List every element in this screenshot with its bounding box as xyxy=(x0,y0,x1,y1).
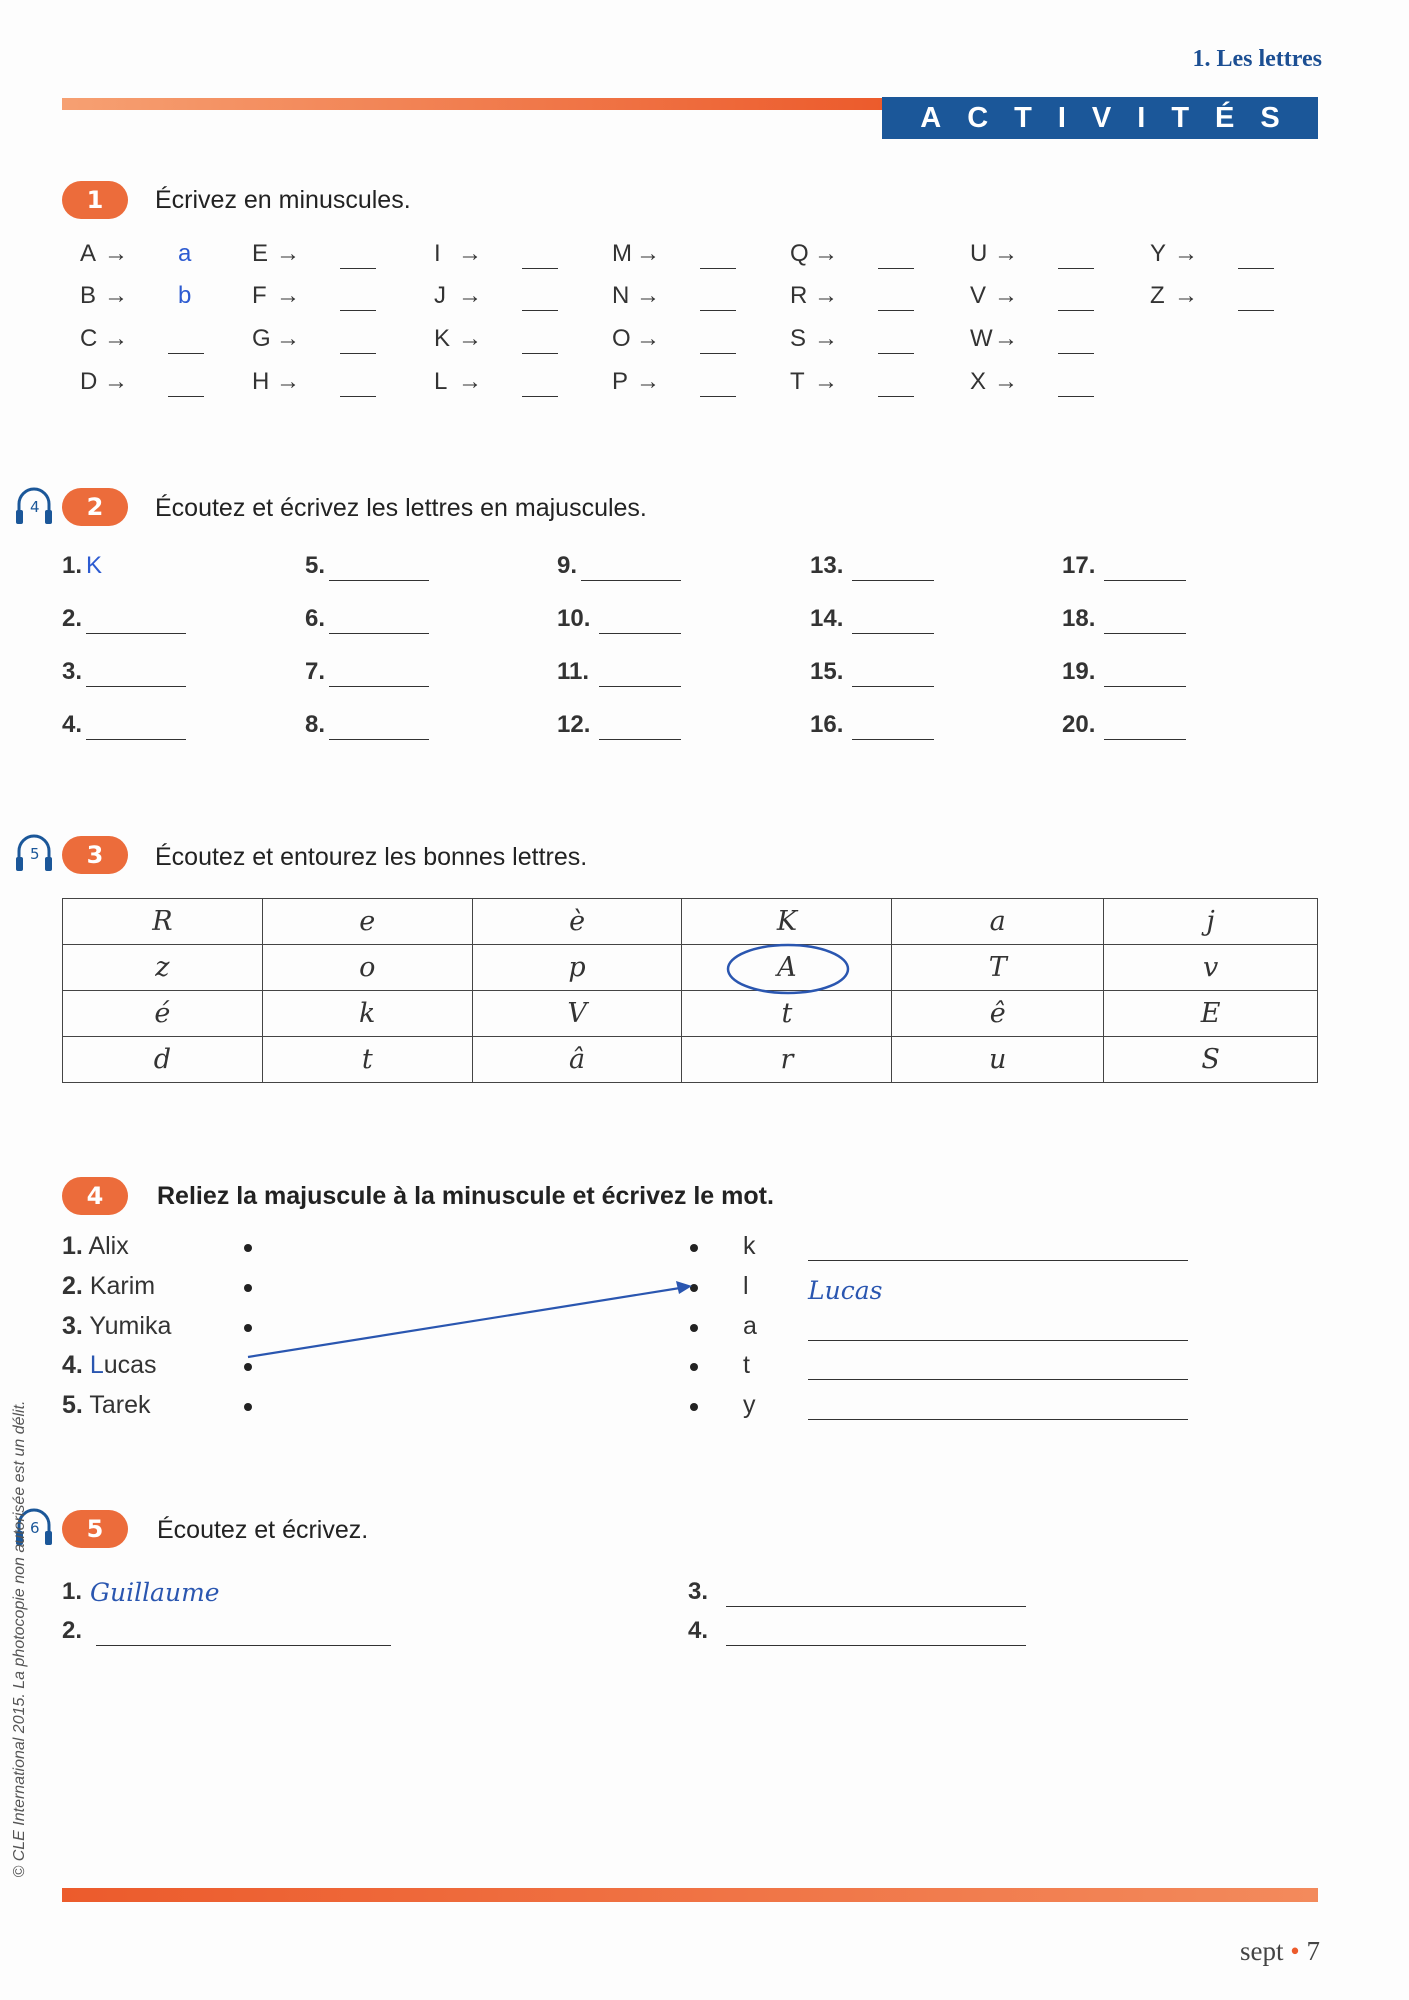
name-capital: L xyxy=(89,1351,104,1379)
word-blank xyxy=(808,1340,1188,1341)
grid-letter[interactable]: ê xyxy=(892,991,1104,1037)
uppercase-letter: Q xyxy=(790,240,809,267)
uppercase-letter: B xyxy=(80,282,97,309)
uppercase-letter: Z xyxy=(1150,282,1165,309)
arrow-icon: → xyxy=(814,240,838,267)
grid-letter[interactable]: v xyxy=(1104,945,1318,991)
answer-blank xyxy=(700,268,736,269)
grid-letter[interactable]: V xyxy=(472,991,682,1037)
uppercase-letter: O xyxy=(612,325,631,352)
example-answer: K xyxy=(86,552,103,579)
arrow-icon: → xyxy=(994,282,1018,309)
track-number: 4 xyxy=(30,498,40,516)
grid-letter[interactable]: r xyxy=(682,1037,892,1083)
arrow-icon: → xyxy=(814,282,838,309)
answer-blank xyxy=(522,396,558,397)
lowercase-letter: y xyxy=(743,1391,756,1419)
answer-circle xyxy=(724,943,852,997)
answer-blank xyxy=(599,686,681,687)
grid-letter[interactable]: â xyxy=(472,1037,682,1083)
answer-blank xyxy=(599,633,681,634)
grid-row xyxy=(63,991,1318,1037)
item-number: 9. xyxy=(557,552,578,579)
name-rest: ucas xyxy=(103,1351,157,1379)
answer-blank xyxy=(1058,353,1094,354)
item-number: 7. xyxy=(305,658,326,685)
uppercase-letter: H xyxy=(252,368,270,395)
answer-blank xyxy=(340,268,376,269)
answer-blank xyxy=(852,633,934,634)
answer-blank xyxy=(340,310,376,311)
arrow-icon: → xyxy=(994,240,1018,267)
example-answer: Guillaume xyxy=(90,1578,220,1607)
written-word: Lucas xyxy=(808,1276,883,1305)
item-number: 11. xyxy=(557,658,590,685)
arrow-icon: → xyxy=(104,240,128,267)
answer-blank xyxy=(1058,268,1094,269)
uppercase-letter: C xyxy=(80,325,98,352)
name-item xyxy=(62,1391,151,1420)
name-number: 3. xyxy=(62,1312,83,1340)
arrow-icon: → xyxy=(636,282,660,309)
answer-blank xyxy=(522,268,558,269)
name-number: 4. xyxy=(62,1351,83,1379)
page-bullet: • xyxy=(1290,1936,1300,1966)
answer-blank xyxy=(86,739,186,740)
arrow-icon: → xyxy=(636,240,660,267)
match-dot[interactable] xyxy=(690,1244,698,1252)
arrow-icon: → xyxy=(458,368,482,395)
exercise-2-instruction: Écoutez et écrivez les lettres en majuscules. xyxy=(155,494,647,522)
name-capital: A xyxy=(88,1232,106,1260)
item-number: 1. xyxy=(62,1578,83,1605)
arrow-icon: → xyxy=(1174,240,1198,267)
uppercase-letter: Y xyxy=(1150,240,1167,267)
grid-letter[interactable]: p xyxy=(472,945,682,991)
lowercase-letter: l xyxy=(743,1272,749,1300)
word-blank xyxy=(808,1379,1188,1380)
arrow-icon: → xyxy=(458,325,482,352)
answer-blank xyxy=(878,353,914,354)
name-item xyxy=(62,1351,157,1380)
uppercase-letter: D xyxy=(80,368,98,395)
answer-blank xyxy=(329,633,429,634)
answer-blank xyxy=(852,686,934,687)
arrow-icon: → xyxy=(276,240,300,267)
grid-letter[interactable]: é xyxy=(63,991,263,1037)
uppercase-letter: J xyxy=(434,282,446,309)
page-number xyxy=(1150,1936,1320,1967)
answer-blank xyxy=(329,739,429,740)
answer-blank xyxy=(1238,268,1274,269)
arrow-icon: → xyxy=(104,325,128,352)
item-number: 17. xyxy=(1062,552,1096,579)
name-rest: lix xyxy=(105,1232,129,1260)
exercise-5-badge: 5 xyxy=(62,1510,128,1548)
grid-letter[interactable]: o xyxy=(262,945,472,991)
name-number: 5. xyxy=(62,1391,83,1419)
arrow-icon: → xyxy=(994,368,1018,395)
name-item xyxy=(62,1312,171,1341)
exercise-4-instruction: Reliez la majuscule à la minuscule et écrivez le mot. xyxy=(157,1182,774,1210)
answer-blank xyxy=(340,396,376,397)
uppercase-letter: N xyxy=(612,282,630,309)
uppercase-letter: K xyxy=(434,325,451,352)
grid-row xyxy=(63,899,1318,945)
item-number: 12. xyxy=(557,711,591,738)
item-number: 16. xyxy=(810,711,844,738)
answer-blank xyxy=(1104,686,1186,687)
lowercase-letter: t xyxy=(743,1351,750,1379)
word-blank xyxy=(808,1419,1188,1420)
item-number: 3. xyxy=(688,1578,709,1605)
grid-letter[interactable]: E xyxy=(1104,991,1318,1037)
item-number: 1. xyxy=(62,552,83,579)
answer-blank xyxy=(1058,310,1094,311)
grid-row xyxy=(63,1037,1318,1083)
grid-letter[interactable]: K xyxy=(682,899,892,945)
answer-blank xyxy=(726,1606,1026,1607)
answer-blank xyxy=(329,686,429,687)
exercise-3-badge: 3 xyxy=(62,836,128,874)
uppercase-letter: A xyxy=(80,240,97,267)
answer-blank xyxy=(329,580,429,581)
item-number: 19. xyxy=(1062,658,1096,685)
uppercase-letter: T xyxy=(790,368,805,395)
exercise-5-instruction: Écoutez et écrivez. xyxy=(157,1516,369,1544)
grid-letter[interactable]: z xyxy=(63,945,263,991)
match-dot[interactable] xyxy=(690,1403,698,1411)
exercise-2-badge: 2 xyxy=(62,488,128,526)
item-number: 20. xyxy=(1062,711,1096,738)
match-dot[interactable] xyxy=(244,1244,252,1252)
answer-blank xyxy=(522,310,558,311)
arrow-icon: → xyxy=(104,282,128,309)
match-dot[interactable] xyxy=(690,1363,698,1371)
bottom-accent-bar xyxy=(62,1888,1318,1902)
arrow-icon: → xyxy=(276,282,300,309)
exercise-3-instruction: Écoutez et entourez les bonnes lettres. xyxy=(155,843,588,871)
answer-blank xyxy=(168,353,204,354)
grid-letter[interactable]: a xyxy=(892,899,1104,945)
uppercase-letter: F xyxy=(252,282,267,309)
arrow-icon: → xyxy=(1174,282,1198,309)
answer-blank xyxy=(96,1645,391,1646)
answer-blank xyxy=(726,1645,1026,1646)
exercise-1-instruction: Écrivez en minuscules. xyxy=(155,186,411,214)
item-number: 5. xyxy=(305,552,326,579)
item-number: 6. xyxy=(305,605,326,632)
answer-blank xyxy=(878,268,914,269)
arrow-icon: → xyxy=(636,368,660,395)
name-item xyxy=(62,1232,129,1261)
answer-blank xyxy=(878,396,914,397)
arrow-icon: → xyxy=(104,368,128,395)
grid-row xyxy=(63,945,1318,991)
lowercase-answer: a xyxy=(178,240,192,267)
lowercase-letter: a xyxy=(743,1312,757,1340)
grid-letter[interactable]: u xyxy=(892,1037,1104,1083)
grid-letter[interactable]: k xyxy=(262,991,472,1037)
item-number: 10. xyxy=(557,605,591,632)
match-dot[interactable] xyxy=(244,1403,252,1411)
grid-letter[interactable]: d xyxy=(63,1037,263,1083)
uppercase-letter: L xyxy=(434,368,448,395)
item-number: 15. xyxy=(810,658,844,685)
exercise-4-badge: 4 xyxy=(62,1177,128,1215)
name-capital: T xyxy=(89,1391,102,1419)
answer-blank xyxy=(599,739,681,740)
chapter-title: 1. Les lettres xyxy=(1192,46,1322,72)
answer-blank xyxy=(340,353,376,354)
word-blank xyxy=(808,1260,1188,1261)
item-number: 3. xyxy=(62,658,83,685)
uppercase-letter: P xyxy=(612,368,629,395)
lowercase-answer: b xyxy=(178,282,192,309)
arrow-icon: → xyxy=(276,325,300,352)
match-dot[interactable] xyxy=(244,1363,252,1371)
grid-letter[interactable]: t xyxy=(682,991,892,1037)
name-capital: K xyxy=(89,1272,107,1300)
grid-letter[interactable]: T xyxy=(892,945,1104,991)
uppercase-letter: S xyxy=(790,325,807,352)
item-number: 4. xyxy=(62,711,83,738)
name-item xyxy=(62,1272,155,1301)
page-word: sept xyxy=(1240,1936,1284,1966)
name-rest: umika xyxy=(104,1312,172,1340)
track-number: 6 xyxy=(30,1519,40,1537)
uppercase-letter: X xyxy=(970,368,987,395)
item-number: 14. xyxy=(810,605,844,632)
name-rest: arim xyxy=(106,1272,156,1300)
answer-blank xyxy=(700,353,736,354)
answer-blank xyxy=(1104,633,1186,634)
copyright-notice: © CLE International 2015. La photocopie non autorisée est un délit. xyxy=(11,1400,28,1878)
item-number: 2. xyxy=(62,605,83,632)
answer-blank xyxy=(700,310,736,311)
grid-letter[interactable]: e xyxy=(262,899,472,945)
grid-letter[interactable]: R xyxy=(63,899,263,945)
answer-blank xyxy=(581,580,681,581)
letter-grid xyxy=(62,898,1318,1083)
uppercase-letter: E xyxy=(252,240,269,267)
grid-letter[interactable]: S xyxy=(1104,1037,1318,1083)
uppercase-letter: W xyxy=(970,325,993,352)
uppercase-letter: R xyxy=(790,282,808,309)
answer-blank xyxy=(86,686,186,687)
answer-blank xyxy=(168,396,204,397)
matching-line xyxy=(240,1280,700,1360)
name-number: 1. xyxy=(62,1232,83,1260)
arrow-icon: → xyxy=(814,325,838,352)
answer-blank xyxy=(522,353,558,354)
item-number: 4. xyxy=(688,1617,709,1644)
uppercase-letter: I xyxy=(434,240,441,267)
item-number: 18. xyxy=(1062,605,1096,632)
arrow-icon: → xyxy=(636,325,660,352)
uppercase-letter: U xyxy=(970,240,988,267)
activites-banner: ACTIVITÉS xyxy=(882,97,1318,139)
top-accent-bar xyxy=(62,98,882,110)
arrow-icon: → xyxy=(814,368,838,395)
arrow-icon: → xyxy=(276,368,300,395)
exercise-1-badge: 1 xyxy=(62,181,128,219)
track-number: 5 xyxy=(30,845,40,863)
answer-blank xyxy=(1104,580,1186,581)
answer-blank xyxy=(852,580,934,581)
answer-blank xyxy=(1104,739,1186,740)
page-digit: 7 xyxy=(1306,1936,1320,1966)
answer-blank xyxy=(1238,310,1274,311)
grid-letter[interactable]: t xyxy=(262,1037,472,1083)
answer-blank xyxy=(852,739,934,740)
item-number: 8. xyxy=(305,711,326,738)
item-number: 2. xyxy=(62,1617,83,1644)
answer-blank xyxy=(86,633,186,634)
answer-blank xyxy=(1058,396,1094,397)
grid-letter[interactable]: è xyxy=(472,899,682,945)
item-number: 13. xyxy=(810,552,844,579)
name-rest: arek xyxy=(101,1391,151,1419)
grid-letter[interactable]: A xyxy=(682,945,892,991)
name-capital: Y xyxy=(89,1312,105,1340)
grid-letter[interactable]: j xyxy=(1104,899,1318,945)
arrow-icon: → xyxy=(994,325,1018,352)
name-number: 2. xyxy=(62,1272,83,1300)
answer-blank xyxy=(878,310,914,311)
uppercase-letter: V xyxy=(970,282,987,309)
lowercase-letter: k xyxy=(743,1232,756,1260)
uppercase-letter: M xyxy=(612,240,632,267)
uppercase-letter: G xyxy=(252,325,271,352)
arrow-icon: → xyxy=(458,240,482,267)
answer-blank xyxy=(700,396,736,397)
arrow-icon: → xyxy=(458,282,482,309)
